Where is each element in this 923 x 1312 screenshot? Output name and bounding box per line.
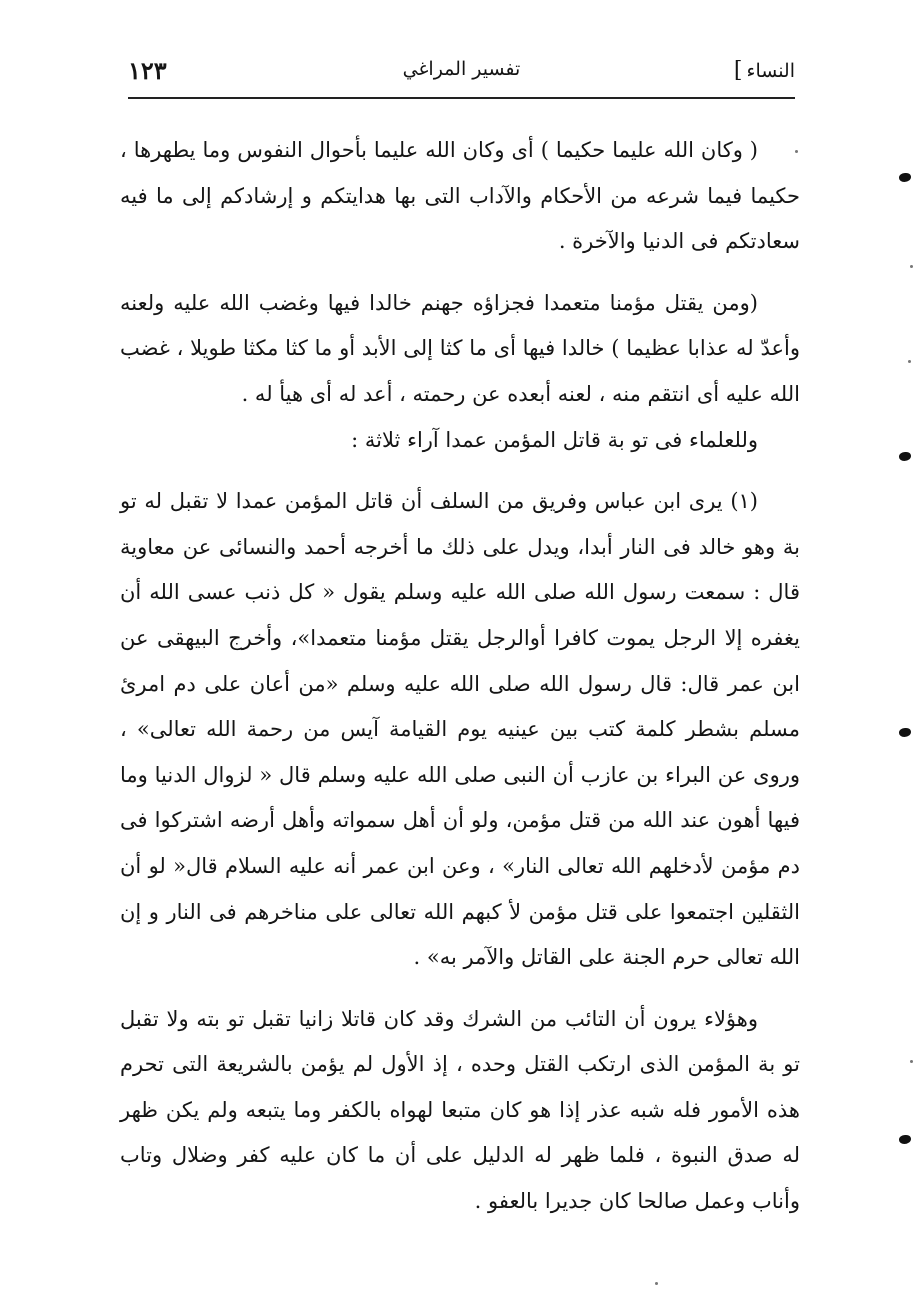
paragraph-2: (ومن يقتل مؤمنا متعمدا فجزاؤه جهنم خالدا فيها وغضب الله عليه ولعنه وأعدّ له عذابا عظيما ) خالدا فيها أى ما كثا إلى الأبد أو ما كثا مكثا طويلا ، غضب الله عليه أى انتقم منه ، لعنه أبعده عن رحمته ، أعد له أى هيأ له . <box>120 290 800 406</box>
page-header <box>128 52 795 96</box>
header-divider <box>128 97 795 99</box>
page-number: ١٢٣ <box>128 56 167 85</box>
paragraph-4: (١) يرى ابن عباس وفريق من السلف أن قاتل المؤمن عمدا لا تقبل له تو بة وهو خالد فى النار أبدا، ويدل على ذلك ما أخرجه أحمد والنسائى عن معاوية قال : سمعت رسول الله صلى الله عليه وسلم يقول « كل ذنب عسى الله أن يغفره إلا الرجل يموت كافرا أوالرجل يقتل مؤمنا متعمدا»، وأخرج البيهقى عن ابن عمر قال: قال رسول الله صلى الله عليه وسلم «من أعان على دم امرئ مسلم بشطر كلمة كتب بين عينيه يوم القيامة آيس من رحمة الله تعالى» ، وروى عن البراء بن عازب أن النبى صلى الله عليه وسلم قال « لزوال الدنيا وما فيها أهون عند الله من قتل مؤمن، ولو أن أهل سمواته وأهل أرضه اشتركوا فى دم مؤمن لأدخلهم الله تعالى النار» ، وعن ابن عمر أنه عليه السلام قال« لو أن الثقلين اجتمعوا على قتل مؤمن لأ كبهم الله تعالى على مناخرهم فى النار و إن الله تعالى حرم الجنة على القاتل والآمر به» . <box>120 489 800 970</box>
paragraph-5: وهؤلاء يرون أن التائب من الشرك وقد كان قاتلا زانيا تقبل تو بته ولا تقبل تو بة المؤمن الذى ارتكب القتل وحده ، إذ الأول لم يؤمن بالشريعة التى تحرم هذه الأمور فله شبه عذر إذا هو كان متبعا لهواه بالكفر وما يتبعه ولم يكن ظهر له صدق النبوة ، فلما ظهر له الدليل على أن ما كان عليه كفر وضلال وتاب وأناب وعمل صالحا كان جديرا بالعفو . <box>120 1006 800 1214</box>
surah-name: النساء <box>746 60 795 82</box>
scan-blot <box>899 452 911 461</box>
scan-blot <box>899 1135 911 1144</box>
paragraph-3: وللعلماء فى تو بة قاتل المؤمن عمدا آراء ثلاثة : <box>351 427 758 452</box>
scan-blot <box>899 728 911 737</box>
scan-blot <box>899 173 911 182</box>
scan-speck <box>910 1060 913 1063</box>
scan-speck <box>655 1282 658 1285</box>
page-body <box>120 128 800 1225</box>
paragraph-1: ( وكان الله عليما حكيما ) أى وكان الله عليما بأحوال النفوس وما يطهرها ، حكيما فيما شرعه من الأحكام والآداب التى بها هدايتكم و إرشادكم إلى ما فيه سعادتكم فى الدنيا والآخرة . <box>120 138 800 254</box>
scan-speck <box>908 360 911 363</box>
book-title: تفسير المراغي <box>402 58 521 80</box>
scan-speck <box>910 265 913 268</box>
header-bracket: ] <box>733 58 743 83</box>
scan-speck <box>795 150 798 153</box>
